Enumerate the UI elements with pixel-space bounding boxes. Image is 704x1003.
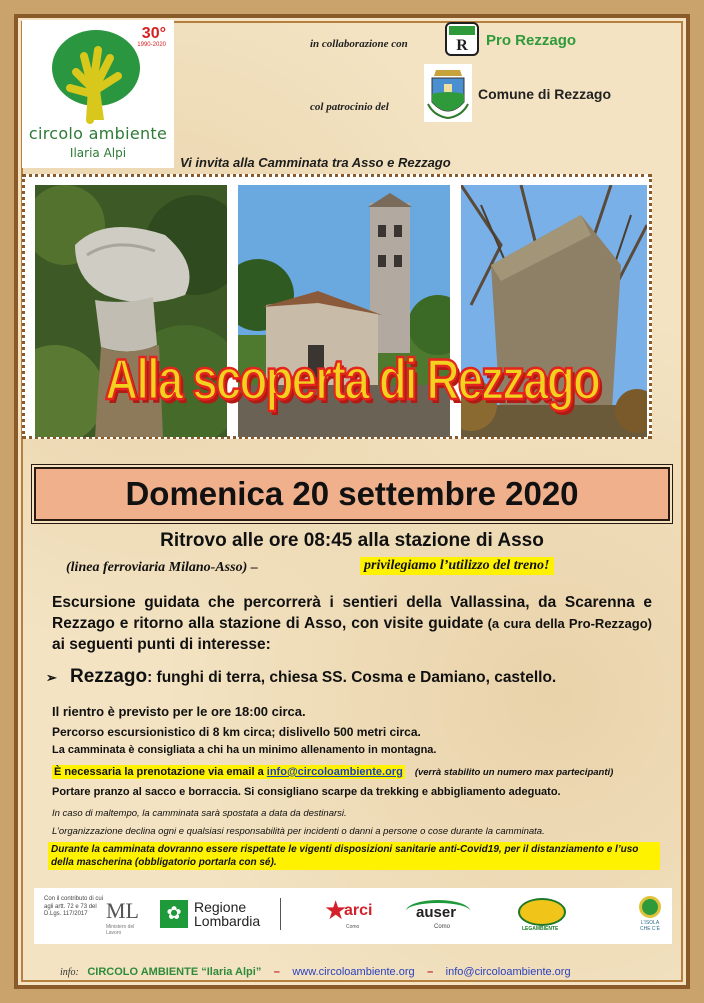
- lunch-note: Portare pranzo al sacco e borraccia. Si consigliano scarpe da trekking e abbigliamento adeguato.: [52, 786, 561, 798]
- weather-note: In caso di maltempo, la camminata sarà spostata a data da destinarsi.: [52, 808, 347, 819]
- description-part1: Escursione guidata che percorrerà i sentieri della Vallassina, da Scarenna e Rezzago e ritorno alla stazione di Asso, con visite guidate: [52, 594, 652, 632]
- footer-dash-2: –: [427, 966, 434, 978]
- auser-logo: [406, 898, 472, 932]
- regione-line2: Lombardia: [194, 913, 261, 929]
- train-line-note: (linea ferroviaria Milano-Asso) –: [66, 560, 258, 575]
- invitation-line: Vi invita alla Camminata tra Asso e Rezzago: [180, 155, 451, 170]
- train-highlight: privilegiamo l’utilizzo del treno!: [360, 557, 554, 575]
- event-date: Domenica 20 settembre 2020: [125, 475, 579, 512]
- return-time: Il rientro è previsto per le ore 18:00 circa.: [52, 704, 306, 719]
- anniversary-number: 30°: [141, 25, 166, 42]
- footer-website-link[interactable]: www.circoloambiente.org: [292, 966, 415, 978]
- regione-lombardia-logo: [160, 898, 284, 932]
- logo-subname: Ilaria Alpi: [69, 146, 127, 160]
- pro-rezzago-logo-icon: [445, 22, 479, 56]
- footer-org: CIRCOLO AMBIENTE “Ilaria Alpi”: [87, 966, 262, 978]
- arci-name: arci: [344, 902, 373, 919]
- patronage-label: col patrocinio del: [310, 101, 389, 113]
- comune-name: Comune di Rezzago: [478, 86, 612, 102]
- footer-dash: –: [273, 966, 280, 978]
- footer-info: [60, 962, 571, 980]
- auser-sub: Como: [434, 924, 451, 930]
- regione-text: [194, 900, 260, 928]
- route-info: Percorso escursionistico di 8 km circa; dislivello 500 metri circa.: [52, 725, 421, 739]
- auser-name: auser: [416, 904, 457, 921]
- isola-name: L’ISOLA CHE C’È: [639, 920, 660, 932]
- booking-highlight: [52, 765, 405, 779]
- ministry-mark: ML: [106, 898, 139, 923]
- arci-sub: Como: [346, 924, 360, 930]
- regione-flower-icon: ✿: [160, 900, 188, 928]
- ministry-logo: [106, 898, 146, 936]
- arci-star-icon: ★: [324, 896, 348, 926]
- regione-line1: Regione: [194, 899, 247, 915]
- anniversary-range: 1990-2020: [137, 42, 166, 48]
- logo-name: circolo ambiente: [28, 124, 168, 143]
- legambiente-logo: [518, 898, 568, 930]
- covid-notice: Durante la camminata dovranno essere rispettate le vigenti disposizioni sanitarie anti-Covid19, per il distanziamento e l’uso della mascherina (obbligatorio portarla con sé).: [48, 842, 660, 870]
- sponsor-strip: [34, 888, 672, 944]
- main-title: Alla scoperta di Rezzago: [105, 346, 599, 412]
- ministry-caption: Ministero del Lavoro: [106, 924, 135, 936]
- pro-rezzago-name: Pro Rezzago: [486, 32, 577, 49]
- place-name: Rezzago: [70, 666, 148, 687]
- booking-note: (verrà stabilito un numero max partecipanti): [414, 767, 614, 778]
- circolo-ambiente-logo: [22, 20, 174, 168]
- tree-hand-icon: [46, 28, 146, 124]
- legambiente-name: LEGAMBIENTE: [522, 926, 559, 932]
- place-details: : funghi di terra, chiesa SS. Cosma e Damiano, castello.: [147, 669, 557, 686]
- excursion-description: [52, 592, 652, 655]
- contribution-note: Con il contributo di cui agli artt. 72 e 73 del D.Lgs. 117/2017: [44, 896, 104, 917]
- meeting-point: Ritrovo alle ore 08:45 alla stazione di Asso: [160, 530, 544, 551]
- booking-email-link[interactable]: info@circoloambiente.org: [266, 766, 403, 778]
- comune-coat-of-arms-icon: [424, 64, 472, 122]
- training-note: La camminata è consigliata a chi ha un minimo allenamento in montagna.: [52, 744, 437, 756]
- arrow-bullet-icon: ➢: [46, 670, 57, 685]
- date-box: [34, 467, 670, 521]
- isola-logo: [636, 896, 664, 934]
- booking-text: È necessaria la prenotazione via email a: [54, 766, 267, 778]
- description-part3: ai seguenti punti di interesse:: [52, 636, 271, 653]
- booking-line: [52, 766, 613, 778]
- legambiente-emblem-icon: [518, 898, 566, 926]
- points-of-interest: [46, 666, 556, 688]
- footer-label: info:: [60, 967, 79, 978]
- description-part2: (a cura della Pro-Rezzago): [483, 616, 652, 631]
- arci-logo: [324, 896, 373, 930]
- liability-note: L’organizzazione declina ogni e qualsiasi responsabilità per incidenti o danni a persone o cose durante la camminata.: [52, 826, 545, 837]
- collaboration-label: in collaborazione con: [310, 38, 408, 50]
- sponsor-divider: [280, 898, 281, 930]
- svg-text:R: R: [456, 37, 468, 54]
- footer-email-link[interactable]: info@circoloambiente.org: [445, 966, 571, 978]
- isola-emblem-icon: [639, 896, 661, 918]
